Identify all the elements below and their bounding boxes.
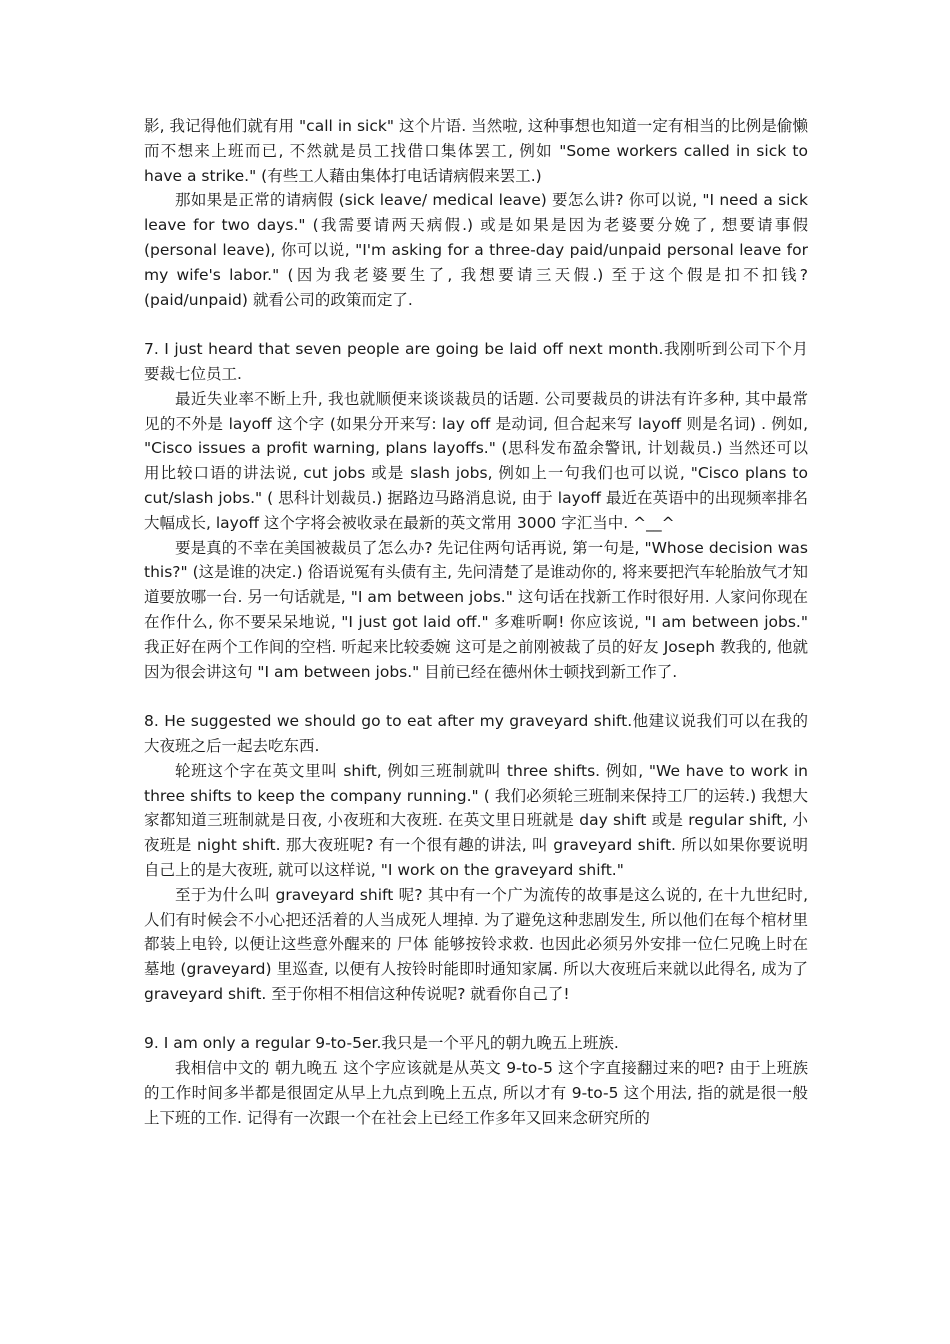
section-heading-9: 9. I am only a regular 9-to-5er.我只是一个平凡的朝九晚五上班族. xyxy=(144,1034,619,1053)
document-page xyxy=(144,114,808,1131)
paragraph-between-jobs: 要是真的不幸在美国被裁员了怎么办? 先记住两句话再说, 第一句是, "Whose decision was this?" (这是谁的决定.) 俗语说冤有头债有主, 先问清楚了是谁动你的, 将来要把汽车轮胎放气才知道要放哪一台. 另一句话就是, "I am between jobs." 这句话在找新工作时很好用. 人家问你现在在作什么, 你不要呆呆地说, "I just got laid off." 多难听啊! 你应该说, "I am between jobs." 我正好在两个工作间的空档. 听起来比较委婉 这可是之前刚被裁了员的好友 Joseph 教我的, 他就因为很会讲这句 "I am between jobs." 目前已经在德州休士顿找到新工作了. xyxy=(144,538,808,681)
paragraph-layoff: 最近失业率不断上升, 我也就顺便来谈谈裁员的话题. 公司要裁员的讲法有许多种, 其中最常见的不外是 layoff 这个字 (如果分开来写: lay off 是动词, 但合起来写 layoff 则是名词) . 例如, "Cisco issues a profit warning, plans layoffs." (思科发布盈余警讯, 计划裁员.) 当然还可以用比较口语的讲法说, cut jobs 或是 slash jobs, 例如上一句我们也可以说, "Cisco plans to cut/slash jobs." ( 思科计划裁员.) 据路边马路消息说, 由于 layoff 最近在英语中的出现频率排名大幅成长, layoff 这个字将会被收录在最新的英文常用 3000 字汇当中. ^__^ xyxy=(144,389,808,532)
paragraph-spacer xyxy=(144,684,808,709)
paragraph-9-to-5: 我相信中文的 朝九晚五 这个字应该就是从英文 9-to-5 这个字直接翻过来的吧? 由于上班族的工作时间多半都是很固定从早上九点到晚上五点, 所以才有 9-to-5 这个用法, 指的就是很一般上下班的工作. 记得有一次跟一个在社会上已经工作多年又回来念研究所的 xyxy=(144,1059,808,1127)
paragraph-graveyard-story: 至于为什么叫 graveyard shift 呢? 其中有一个广为流传的故事是这么说的, 在十九世纪时, 人们有时候会不小心把还活着的人当成死人埋掉. 为了避免这种悲剧发生, 所以他们在每个棺材里都装上电铃, 以便让这些意外醒来的 尸体 能够按铃求救. 也因此必须另外安排一位仁兄晚上时在墓地 (graveyard) 里巡查, 以便有人按铃时能即时通知家属. 所以大夜班后来就以此得名, 成为了 graveyard shift. 至于你相不相信这种传说呢? 就看你自己了! xyxy=(144,885,808,1003)
paragraph-spacer xyxy=(144,312,808,337)
paragraph-spacer xyxy=(144,1007,808,1032)
paragraph-sick-leave: 那如果是正常的请病假 (sick leave/ medical leave) 要怎么讲? 你可以说, "I need a sick leave for two days." (我需要请两天病假.) 或是如果是因为老婆要分娩了, 想要请事假 (personal leave), 你可以说, "I'm asking for a three-day paid/unpaid personal leave for my wife's labor." (因为我老婆要生了, 我想要请三天假.) 至于这个假是扣不扣钱? (paid/unpaid) 就看公司的政策而定了. xyxy=(144,191,808,309)
paragraph-shifts: 轮班这个字在英文里叫 shift, 例如三班制就叫 three shifts. 例如, "We have to work in three shifts to keep the company running." ( 我们必须轮三班制来保持工厂的运转.) 我想大家都知道三班制就是日夜, 小夜班和大夜班. 在英文里日班就是 day shift 或是 regular shift, 小夜班是 night shift. 那大夜班呢? 有一个很有趣的讲法, 叫 graveyard shift. 所以如果你要说明自己上的是大夜班, 就可以这样说, "I work on the graveyard shift." xyxy=(144,761,808,879)
paragraph-call-in-sick: 影, 我记得他们就有用 "call in sick" 这个片语. 当然啦, 这种事想也知道一定有相当的比例是偷懒而不想来上班而已, 不然就是员工找借口集体罢工, 例如 "Some workers called in sick to have a strike." (有些工人藉由集体打电话请病假来罢工.) xyxy=(144,117,808,185)
section-heading-7: 7. I just heard that seven people are going be laid off next month.我刚听到公司下个月要裁七位员工. xyxy=(144,340,808,383)
section-heading-8: 8. He suggested we should go to eat after my graveyard shift.他建议说我们可以在我的大夜班之后一起去吃东西. xyxy=(144,712,808,755)
